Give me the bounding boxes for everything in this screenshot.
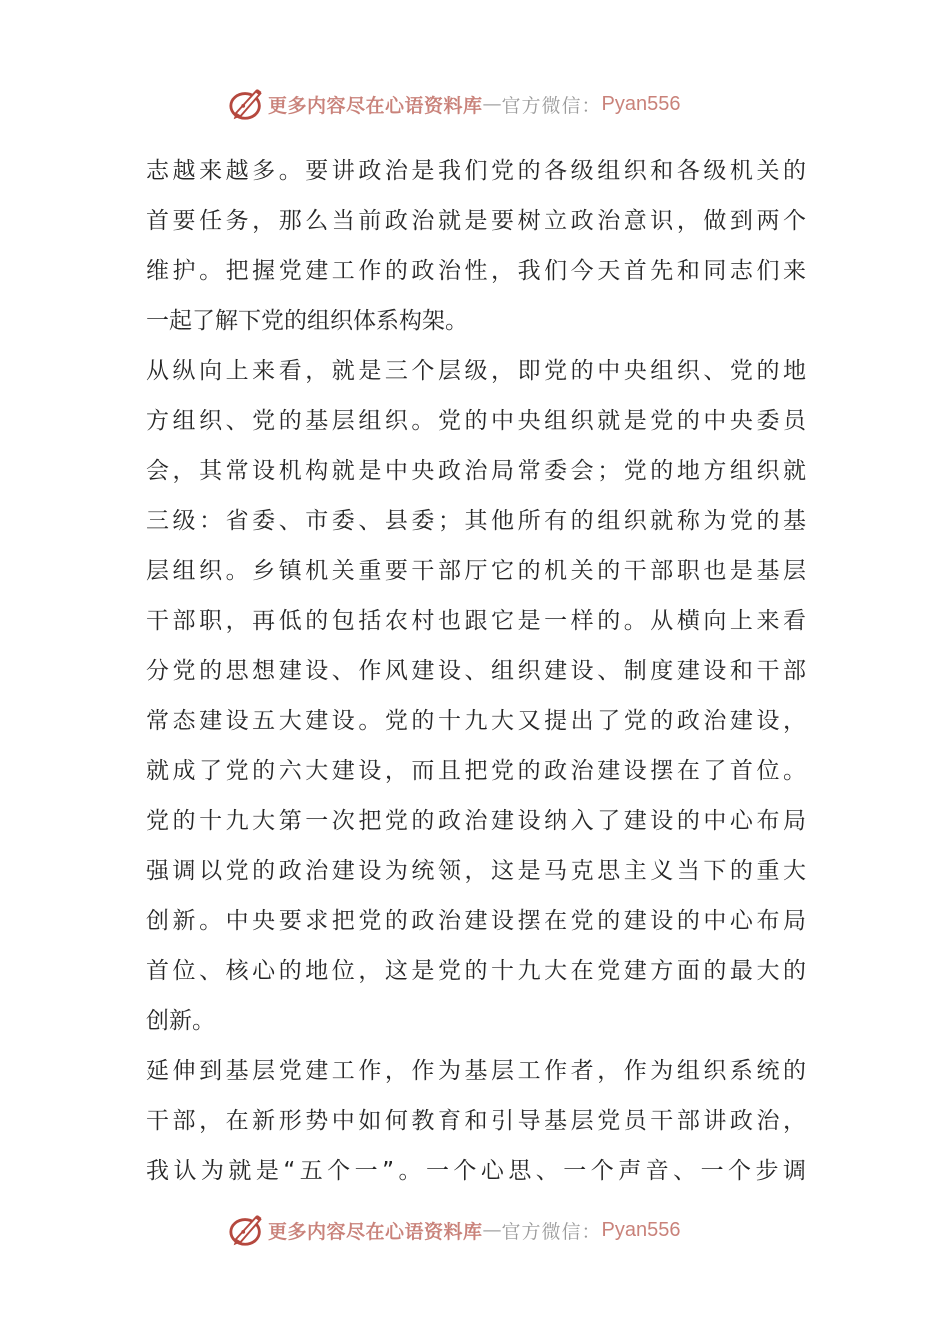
paragraph [146,1046,806,1196]
text-line: 分党的思想建设、作风建设、组织建设、制度建设和干部 [146,658,806,684]
text-line: 方组织、党的基层组织。党的中央组织就是党的中央委员 [146,408,806,434]
text-line: 创新。中央要求把党的政治建设摆在党的建设的中心布局 [146,908,806,934]
header-separator: — [482,93,502,115]
footer-lead-text: 更多内容尽在心语资料库 [268,1220,483,1243]
footer-wechat-id: Pyan556 [601,1218,681,1241]
text-line: 首位、核心的地位，这是党的十九大在党建方面的最大的 [146,958,806,984]
text-line: 维护。把握党建工作的政治性，我们今天首先和同志们来 [146,258,806,284]
header-banner [228,84,681,124]
text-line: 干部职，再低的包括农村也跟它是一样的。从横向上来看 [146,608,806,634]
text-line: 从纵向上来看，就是三个层级，即党的中央组织、党的地 [146,358,806,384]
paragraph [146,146,806,346]
text-line: 志越来越多。要讲政治是我们党的各级组织和各级机关的 [146,158,806,184]
footer-separator: — [482,1219,502,1241]
text-line: 层组织。乡镇机关重要干部厅它的机关的干部职也是基层 [146,558,806,584]
pen-logo-icon [228,85,266,123]
header-lead-text: 更多内容尽在心语资料库 [268,94,483,117]
footer-banner [228,1210,681,1250]
paragraph [146,346,806,1046]
text-line: 首要任务，那么当前政治就是要树立政治意识，做到两个 [146,208,806,234]
text-line: 党的十九大第一次把党的政治建设纳入了建设的中心布局 [146,808,806,834]
text-line: 会，其常设机构就是中央政治局常委会；党的地方组织就 [146,458,806,484]
text-line: 就成了党的六大建设，而且把党的政治建设摆在了首位。 [146,758,806,784]
pen-logo-icon [228,1211,266,1249]
document-body [146,146,806,1196]
text-line: 三级：省委、市委、县委；其他所有的组织就称为党的基 [146,508,806,534]
header-wechat-label: 官方微信： [501,94,602,117]
text-line: 延伸到基层党建工作，作为基层工作者，作为组织系统的 [146,1058,806,1084]
text-line: 干部，在新形势中如何教育和引导基层党员干部讲政治， [146,1108,806,1134]
text-line: 我认为就是“五个一”。一个心思、一个声音、一个步调 [146,1158,806,1184]
text-line: 强调以党的政治建设为统领，这是马克思主义当下的重大 [146,858,806,884]
text-line: 一起了解下党的组织体系构架。 [146,308,468,334]
text-line: 常态建设五大建设。党的十九大又提出了党的政治建设， [146,708,806,734]
header-wechat-id: Pyan556 [601,92,681,115]
footer-wechat-label: 官方微信： [501,1220,602,1243]
text-line: 创新。 [146,1008,215,1034]
